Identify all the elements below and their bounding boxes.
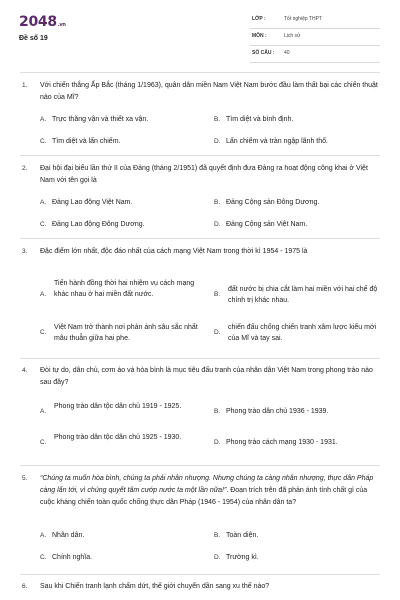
option-text: Tìm diệt và bình định. (226, 116, 294, 123)
logo-text: 2048 (19, 14, 57, 30)
option-letter: B. (214, 291, 221, 298)
divider (20, 72, 380, 73)
option-text: Phong trào dân tộc dân chủ 1925 - 1930. (54, 434, 182, 441)
meta-value: Lịch sử (284, 33, 301, 39)
option-letter: A. (40, 532, 47, 539)
logo-suffix: .vn (57, 22, 66, 28)
question-number: 1. (22, 82, 28, 89)
question-text: Sau khi Chiến tranh lạnh chấm dứt, thế giới chuyển dần sang xu thế nào? (40, 583, 270, 590)
option-text: Nhân dân. (52, 532, 85, 539)
exam-code: Đề số 19 (19, 35, 48, 42)
meta-row-class (250, 12, 380, 29)
question-text: Với chiến thắng Ấp Bắc (tháng 1/1963), quân dân miền Nam Việt Nam bước đầu làm thất bại các chiến thuật nào của Mĩ? (40, 82, 378, 101)
site-logo[interactable] (19, 14, 66, 30)
option-letter: A. (40, 116, 47, 123)
question-number: 2. (22, 165, 28, 172)
option-letter: A. (40, 408, 47, 415)
option-letter: D. (214, 554, 221, 561)
option-text: Đảng Cộng sản Việt Nam. (226, 221, 308, 228)
option-text: Trực thăng vận và thiết xa vận. (52, 116, 149, 123)
page-header (0, 0, 400, 65)
option-letter: B. (214, 199, 221, 206)
meta-value: Tốt nghiệp THPT (284, 16, 322, 22)
option-letter: C. (40, 439, 47, 446)
option-letter: C. (40, 329, 47, 336)
option-letter: C. (40, 221, 47, 228)
option-letter: B. (214, 116, 221, 123)
option-text: Đảng Lao động Việt Nam. (52, 199, 133, 206)
exam-meta-table (250, 12, 380, 63)
question-number: 3. (22, 248, 28, 255)
option-text: đất nước bị chia cắt làm hai miền với hai chế độ chính trị khác nhau. (228, 286, 378, 304)
option-letter: D. (214, 221, 221, 228)
quote-text: “Chúng ta muốn hòa bình, chúng ta phải nhân nhượng. Nhưng chúng ta càng nhân nhượng, thực dân Pháp càng lấn tới, vì chúng quyết tâm cướp nước ta một lần nữa!” (40, 475, 374, 494)
meta-key: SỐ CÂU : (252, 50, 275, 56)
option-text: Phong trào cách mạng 1930 - 1931. (226, 439, 338, 446)
question-number: 4. (22, 367, 28, 374)
meta-row-count (250, 46, 380, 63)
option-text: Toàn diện. (226, 532, 259, 539)
divider (20, 574, 380, 575)
meta-key: MÔN : (252, 33, 267, 39)
question-number: 5. (22, 475, 28, 482)
meta-key: LỚP : (252, 16, 266, 22)
question-text: Đặc điểm lớn nhất, độc đáo nhất của cách mạng Việt Nam trong thời kì 1954 - 1975 là (40, 248, 308, 255)
option-text: Tiến hành đồng thời hai nhiệm vụ cách mạng khác nhau ở hai miền đất nước. (54, 280, 195, 298)
option-letter: C. (40, 138, 47, 145)
option-letter: D. (214, 329, 221, 336)
option-text: Phong trào dân tộc dân chủ 1919 - 1925. (54, 403, 182, 410)
question-text (40, 473, 380, 509)
option-text: Phong trào dân chủ 1936 - 1939. (226, 408, 329, 415)
option-letter: D. (214, 439, 221, 446)
option-letter: A. (40, 291, 47, 298)
meta-value: 40 (284, 50, 290, 56)
option-letter: D. (214, 138, 221, 145)
meta-row-subject (250, 29, 380, 46)
option-letter: C. (40, 554, 47, 561)
question-text: Đại hội đại biểu lần thứ II của Đảng (tháng 2/1951) đã quyết định đưa Đảng ra hoạt động công khai ở Việt Nam với tên gọi là (40, 165, 368, 184)
question-text: Đòi tự do, dân chủ, cơm áo và hòa bình là mục tiêu đấu tranh của nhân dân Việt Nam trong phong trào nào sau đây? (40, 367, 373, 386)
question-stem: . Đoạn trích trên đã phản ánh tính chất gì của cuộc kháng chiến toàn quốc chống thực dân Pháp (1946 - 1954) của nhân dân ta? (40, 487, 368, 506)
option-text: Chính nghĩa. (52, 554, 93, 561)
option-text: Đảng Cộng sản Đông Dương. (226, 199, 320, 206)
divider (20, 238, 380, 239)
option-letter: A. (40, 199, 47, 206)
option-text: Tìm diệt và lấn chiếm. (52, 138, 121, 145)
option-letter: B. (214, 532, 221, 539)
divider (20, 358, 380, 359)
option-letter: B. (214, 408, 221, 415)
option-text: chiến đấu chống chiến tranh xâm lược kiểu mới của Mĩ và tay sai. (228, 324, 377, 342)
divider (20, 155, 380, 156)
option-text: Trường kì. (226, 554, 259, 561)
question-number: 6. (22, 583, 28, 590)
option-text: Việt Nam trở thành nơi phản ánh sâu sắc nhất mâu thuẫn giữa hai phe. (54, 324, 198, 342)
divider (20, 465, 380, 466)
option-text: Đảng Lao động Đông Dương. (52, 221, 145, 228)
option-text: Lấn chiếm và tràn ngập lãnh thổ. (226, 138, 328, 145)
